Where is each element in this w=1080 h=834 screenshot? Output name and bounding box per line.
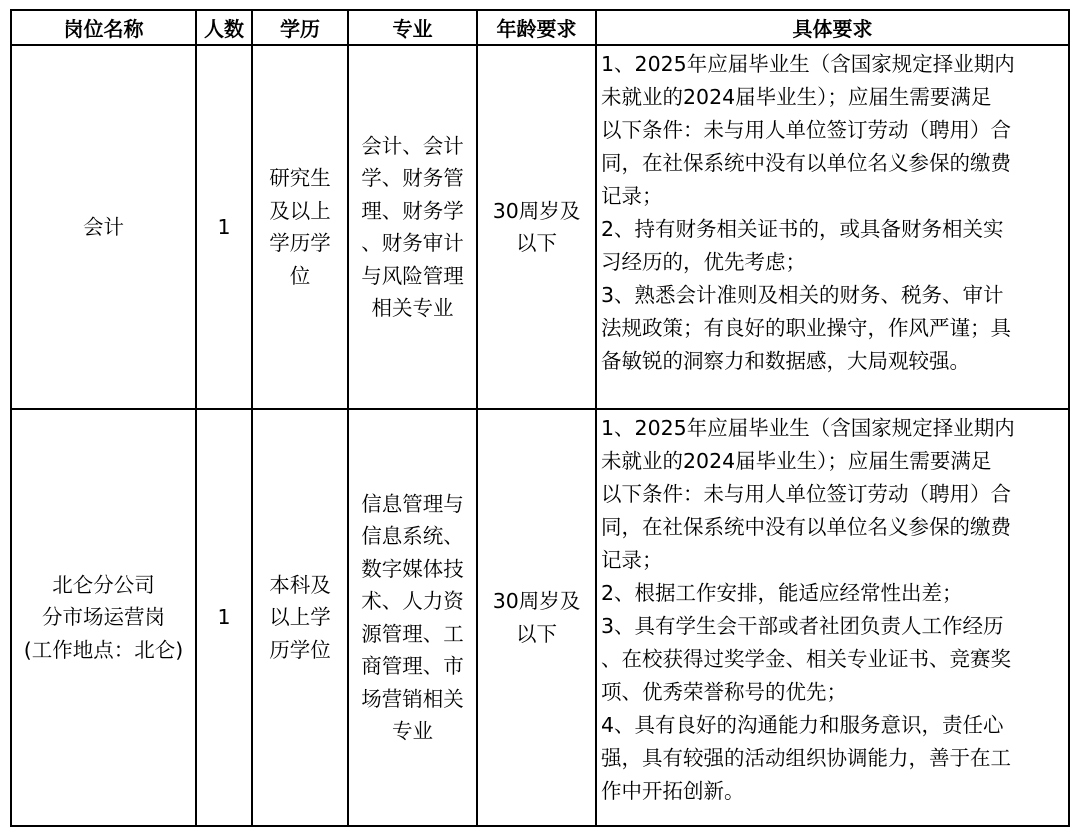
header-education: 学历 [252, 10, 348, 45]
education-cell [252, 45, 348, 409]
requirement-line: 法规政策；有良好的职业操守，作风严谨；具 [601, 316, 1011, 340]
major-line: 相关专业 [371, 296, 454, 320]
table-row [11, 409, 1069, 826]
requirement-line: 项、优秀荣誉称号的优先； [601, 680, 847, 704]
age-line: 以下 [516, 621, 557, 646]
age-cell [477, 45, 596, 409]
education-line: 及以上 [269, 198, 331, 223]
requirement-line: 2、根据工作安排，能适应经常性出差； [601, 581, 963, 605]
position-line: 会计 [83, 214, 124, 239]
count-cell: 1 [196, 45, 252, 409]
major-line: 信息系统、 [361, 524, 464, 548]
position-cell [11, 409, 196, 826]
position-cell [11, 45, 196, 409]
major-line: 信息管理与 [361, 491, 464, 516]
job-requirements-table [10, 9, 1070, 827]
requirement-line: 备敏锐的洞察力和数据感，大局观较强。 [601, 349, 970, 373]
education-line: 位 [289, 263, 311, 288]
requirement-line: 2、持有财务相关证书的，或具备财务相关实 [601, 217, 1004, 241]
table-row [11, 45, 1069, 409]
requirement-line: 1、2025年应届毕业生（含国家规定择业期内 [601, 416, 1015, 440]
major-line: 场营销相关 [361, 686, 464, 711]
age-line: 30周岁及 [492, 589, 581, 613]
requirement-line: 同，在社保系统中没有以单位名义参保的缴费 [601, 515, 1011, 539]
requirement-line: 作中开拓创新。 [601, 779, 745, 803]
requirement-line: 记录； [601, 548, 663, 572]
header-age: 年龄要求 [477, 10, 596, 45]
requirement-line: 1、2025年应届毕业生（含国家规定择业期内 [601, 52, 1015, 76]
major-line: 学、财务管 [361, 166, 464, 190]
major-line: 术、人力资 [361, 589, 464, 613]
education-line: 本科及 [269, 572, 331, 597]
header-requirements: 具体要求 [596, 10, 1069, 45]
header-count: 人数 [196, 10, 252, 45]
job-table-container [10, 9, 1070, 827]
age-line: 30周岁及 [492, 198, 581, 223]
requirement-line: 以下条件：未与用人单位签订劳动（聘用）合 [601, 118, 1011, 142]
count-cell: 1 [196, 409, 252, 826]
requirement-line: 习经历的，优先考虑； [601, 250, 806, 274]
requirement-line: 未就业的2024届毕业生）；应届生需要满足 [601, 449, 992, 473]
education-line: 以上学 [269, 605, 331, 630]
major-line: 会计、会计 [361, 133, 464, 158]
header-row [11, 10, 1069, 45]
age-cell [477, 409, 596, 826]
education-line: 历学位 [269, 637, 331, 662]
education-line: 学历学 [269, 231, 331, 255]
major-line: 、财务审计 [361, 231, 464, 255]
major-line: 与风险管理 [361, 263, 464, 288]
requirement-line: 、在校获得过奖学金、相关专业证书、竞赛奖 [601, 647, 1011, 671]
age-line: 以下 [516, 231, 557, 255]
requirement-line: 强，具有较强的活动组织协调能力，善于在工 [601, 746, 1011, 770]
position-line: 北仑分公司 [52, 572, 155, 597]
major-line: 数字媒体技 [361, 556, 464, 581]
header-major: 专业 [348, 10, 477, 45]
requirements-cell [596, 45, 1069, 409]
position-line: 分市场运营岗 [42, 605, 165, 630]
major-line: 源管理、工 [361, 621, 464, 646]
requirement-line: 以下条件：未与用人单位签订劳动（聘用）合 [601, 482, 1011, 506]
major-line: 专业 [392, 719, 433, 743]
requirement-line: 4、具有良好的沟通能力和服务意识，责任心 [601, 713, 1004, 737]
major-cell [348, 45, 477, 409]
major-line: 理、财务学 [361, 198, 464, 223]
requirement-line: 同，在社保系统中没有以单位名义参保的缴费 [601, 151, 1011, 175]
education-cell [252, 409, 348, 826]
major-line: 商管理、市 [361, 654, 464, 678]
position-line: (工作地点：北仑) [23, 637, 184, 662]
header-position: 岗位名称 [11, 10, 196, 45]
requirement-line: 记录； [601, 184, 663, 208]
requirement-line: 未就业的2024届毕业生）；应届生需要满足 [601, 85, 992, 109]
education-line: 研究生 [269, 166, 331, 190]
requirement-line: 3、熟悉会计准则及相关的财务、税务、审计 [601, 283, 1004, 307]
major-cell [348, 409, 477, 826]
requirements-cell [596, 409, 1069, 826]
requirement-line: 3、具有学生会干部或者社团负责人工作经历 [601, 614, 1004, 638]
